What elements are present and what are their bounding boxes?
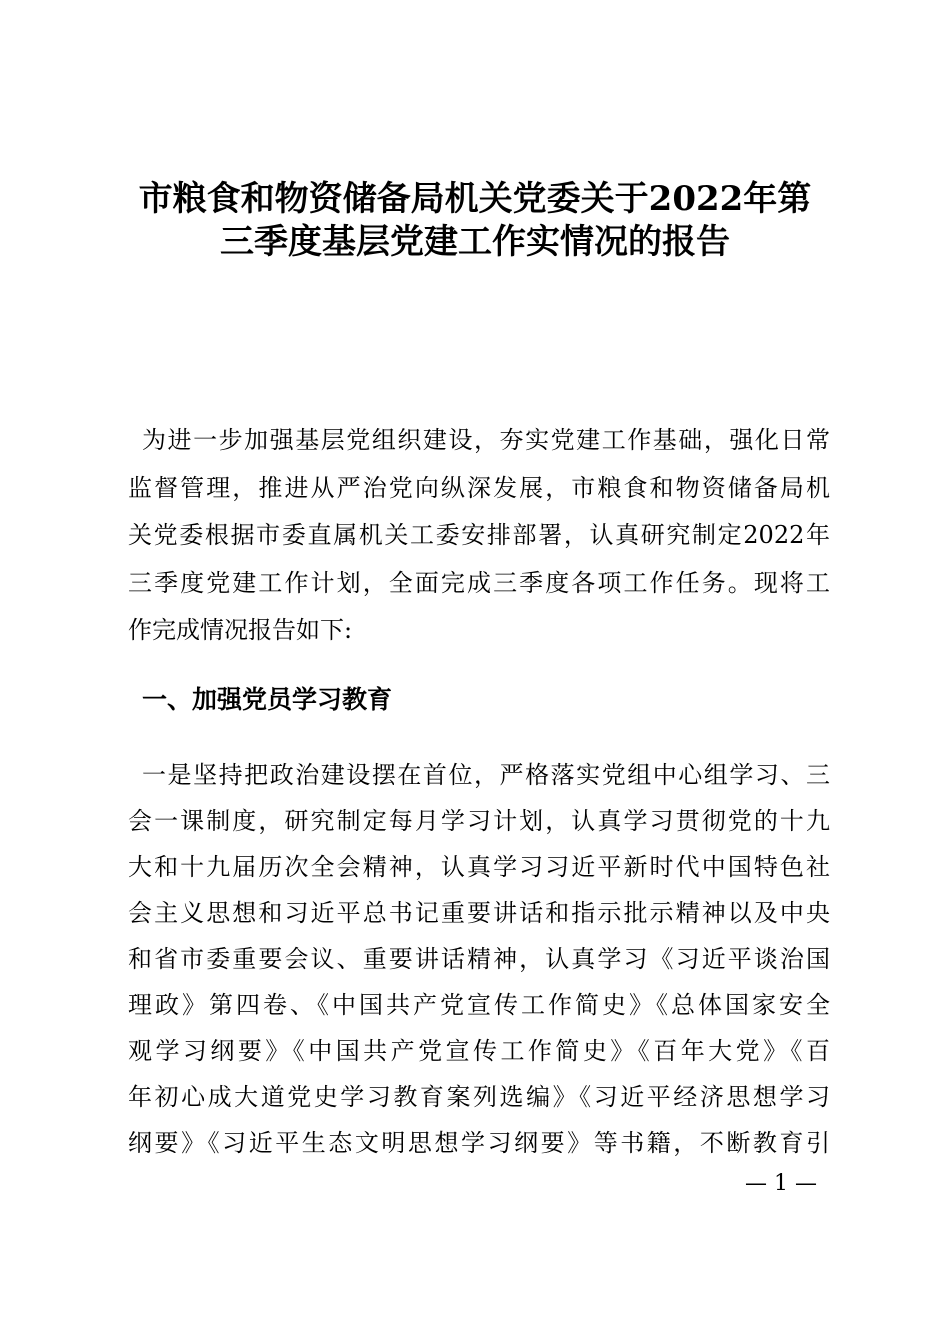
text-line: 观学习纲要》《中国共产党宣传工作简史》《百年大党》《百 (128, 1037, 830, 1065)
section-heading: 一、加强党员学习教育 (142, 685, 393, 714)
text-line: 一是坚持把政治建设摆在首位，严格落实党组中心组学习、三 (142, 761, 830, 789)
text-line: 作完成情况报告如下: (128, 616, 353, 644)
title-line: 三季度基层党建工作实情况的报告 (220, 222, 730, 262)
text-line: 三季度党建工作计划，全面完成三季度各项工作任务。现将工 (128, 568, 830, 597)
section-paragraph (128, 752, 830, 1166)
text-line: 年初心成大道党史学习教育案列选编》《习近平经济思想学习 (128, 1083, 830, 1111)
text-line: 大和十九届历次全会精神，认真学习习近平新时代中国特色社 (128, 853, 830, 881)
text-line: 会一课制度，研究制定每月学习计划，认真学习贯彻党的十九 (128, 807, 830, 835)
text-line: 纲要》《习近平生态文明思想学习纲要》等书籍，不断教育引 (128, 1129, 830, 1157)
text-line: 和省市委重要会议、重要讲话精神，认真学习《习近平谈治国 (128, 945, 830, 973)
text-line: 会主义思想和习近平总书记重要讲话和指示批示精神以及中央 (128, 899, 830, 927)
intro-paragraph (128, 417, 830, 655)
document-title (0, 178, 950, 264)
text-line: 理政》第四卷、《中国共产党宣传工作简史》《总体国家安全 (128, 991, 830, 1019)
page-number: — 1 — (745, 1171, 817, 1196)
text-line: 关党委根据市委直属机关工委安排部署，认真研究制定2022年 (128, 521, 830, 549)
text-line: 为进一步加强基层党组织建设，夯实党建工作基础，强化日常 (142, 426, 830, 454)
text-line: 监督管理，推进从严治党向纵深发展，市粮食和物资储备局机 (128, 473, 830, 502)
title-line: 市粮食和物资储备局机关党委关于2022年第 (138, 179, 812, 219)
